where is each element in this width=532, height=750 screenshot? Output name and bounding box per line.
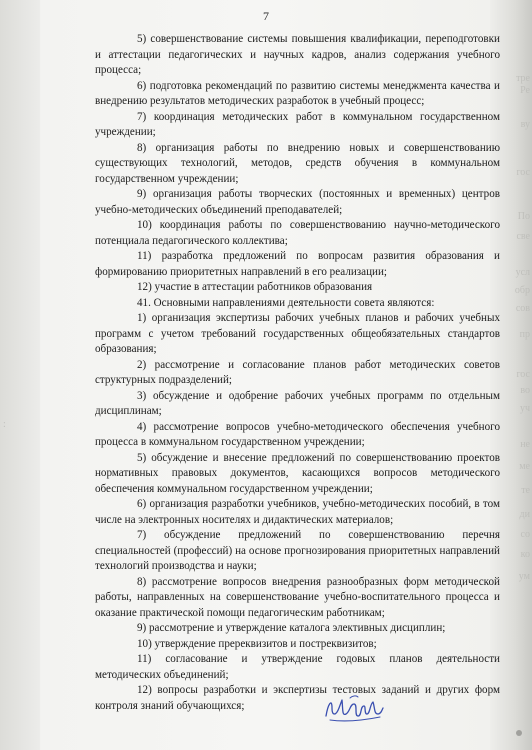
- section-heading: 41. Основными направлениями деятельности совета являются:: [137, 296, 435, 309]
- bleed-through-mark: ум: [518, 571, 530, 582]
- paragraph: 7) координация методических работ в коммунальном государственном учреждении;: [95, 110, 500, 138]
- bleed-through-mark: По: [517, 211, 530, 222]
- bleed-through-mark: уч: [519, 403, 530, 414]
- paragraph: 11) разработка предложений по вопросам развития образования и формированию приоритетных направлений в его реализации;: [95, 250, 500, 278]
- bleed-through-mark: те: [521, 485, 530, 496]
- document-body: [95, 32, 500, 714]
- bleed-through-mark: Ре: [520, 85, 530, 96]
- bleed-through-mark: :: [3, 419, 6, 430]
- left-page-edge: [0, 0, 40, 750]
- paragraph: 6) организация разработки учебников, учебно-методических пособий, в том числе на электронных носителях и дидактических материалов;: [95, 498, 500, 526]
- bleed-through-mark: со: [520, 529, 530, 540]
- bleed-through-mark: гос: [516, 369, 530, 380]
- bleed-through-mark: сов: [515, 303, 530, 314]
- bleed-through-mark: све: [516, 231, 530, 242]
- paragraph: 1) организация экспертизы рабочих учебных планов и рабочих учебных программ с учетом требований государственных общеобязательных стандартов образования;: [95, 312, 500, 355]
- bleed-through-mark: ме: [519, 461, 530, 472]
- bleed-through-mark: во: [520, 385, 530, 396]
- bleed-through-mark: ко: [520, 549, 530, 560]
- bleed-through-mark: ди: [519, 509, 530, 520]
- bleed-through-mark: тре: [516, 73, 530, 84]
- paragraph: 10) координация работы по совершенствованию научно-методического потенциала педагогического коллектива;: [95, 219, 500, 247]
- paragraph: 7) обсуждение предложений по совершенствованию перечня специальностей (профессий) на основе прогнозирования приоритетных направлений технологий производства и науки;: [95, 529, 500, 572]
- paragraph: 10) утверждение пререквизитов и постреквизитов;: [137, 637, 377, 650]
- paragraph: 8) рассмотрение вопросов внедрения разнообразных форм методической работы, направленных на совершенствование учебно-воспитательного процесса и оказание практической помощи педагогическим работникам;: [95, 575, 500, 619]
- paragraph: 4) рассмотрение вопросов учебно-методического обеспечения учебного процесса в коммунальном государственном учреждении;: [95, 420, 500, 448]
- bleed-through-mark: обр: [514, 285, 530, 296]
- paragraph: 3) обсуждение и одобрение рабочих учебных программ по отдельным дисциплинам;: [95, 389, 500, 417]
- bleed-through-mark: пр: [519, 329, 530, 340]
- paragraph: 9) организация работы творческих (постоянных и временных) центров учебно-методических объединений преподавателей;: [95, 188, 500, 216]
- bleed-through-mark: не: [520, 439, 530, 450]
- paragraph: 11) согласование и утверждение годовых планов деятельности методических объединений;: [95, 653, 500, 681]
- paragraph: 6) подготовка рекомендаций по развитию системы менеджмента качества и внедрению результатов методических разработок в учебный процесс;: [95, 79, 500, 107]
- paragraph: 5) совершенствование системы повышения квалификации, переподготовки и аттестации педагогических и научных кадров, анализ содержания учебного процесса;: [95, 33, 500, 76]
- page-number: 7: [263, 9, 269, 23]
- paragraph: 2) рассмотрение и согласование планов работ методических советов структурных подразделений;: [95, 358, 500, 386]
- bleed-through-mark: ву: [520, 119, 530, 130]
- handwritten-signature: [320, 686, 386, 728]
- bleed-through-mark: гос: [516, 167, 530, 178]
- paragraph: 8) организация работы по внедрению новых и совершенствованию существующих технологий, методов, средств обучения в коммунальном государственном учреждении;: [95, 141, 500, 185]
- bleed-through-mark: усл: [515, 267, 530, 278]
- paragraph: 5) обсуждение и внесение предложений по совершенствованию проектов нормативных правовых документов, касающихся вопросов методического обеспечения коммунальном государственном учреждении;: [95, 451, 500, 495]
- paragraph: 9) рассмотрение и утверждение каталога элективных дисциплин;: [137, 622, 446, 634]
- scan-speck: [516, 730, 522, 736]
- paragraph: 12) участие в аттестации работников образования: [137, 281, 373, 293]
- paragraph: 12) вопросы разработки и экспертизы тестовых заданий и других форм контроля знаний обучающихся;: [95, 684, 500, 712]
